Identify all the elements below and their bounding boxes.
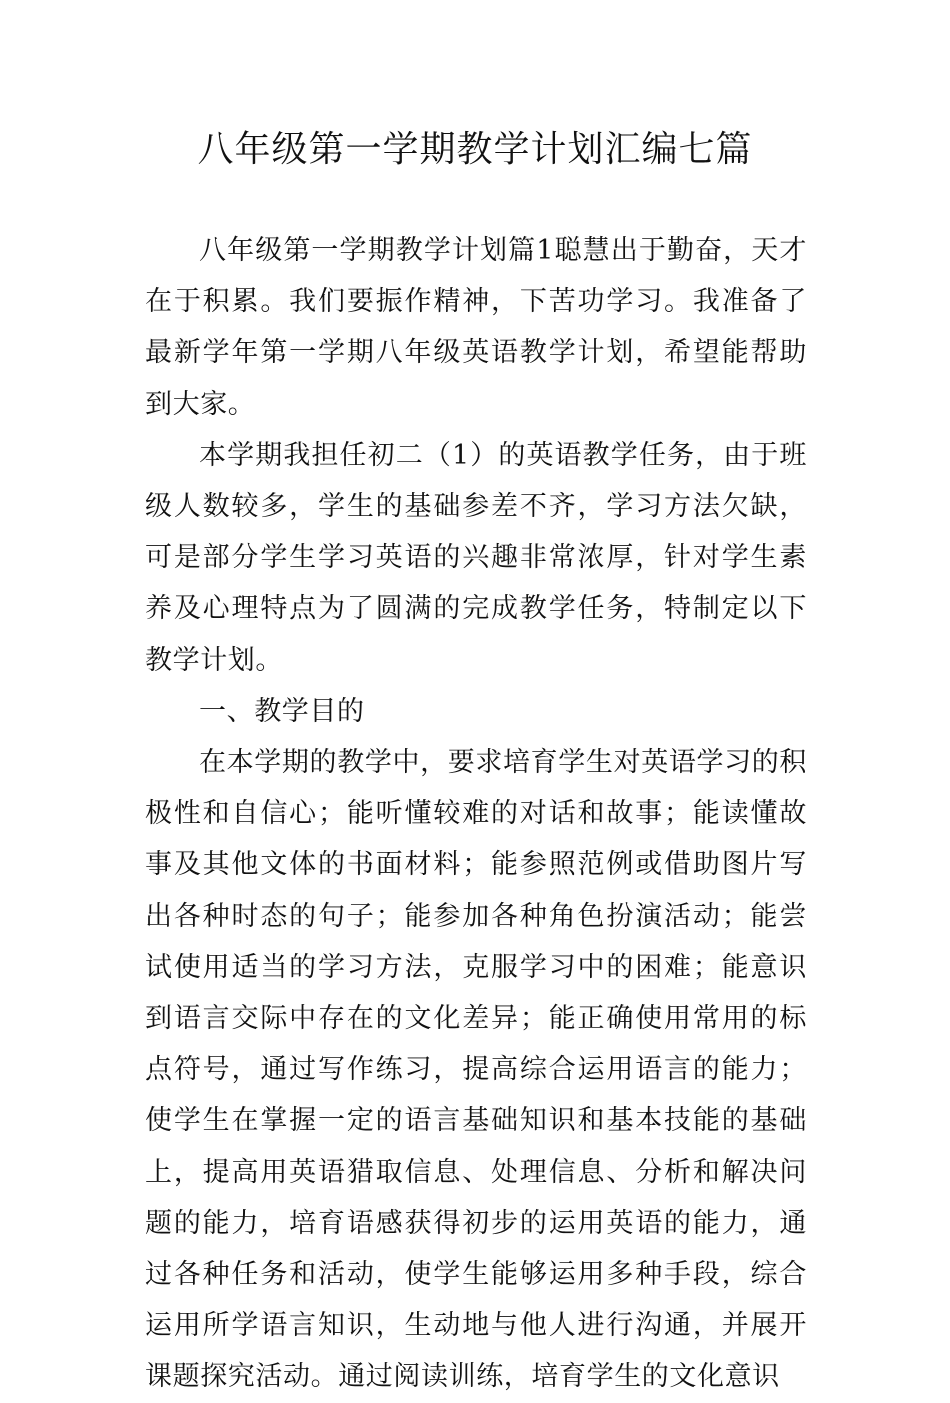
paragraph-teaching-goals: 在本学期的教学中，要求培育学生对英语学习的积极性和自信心；能听懂较难的对话和故事；能读懂故事及其他文体的书面材料；能参照范例或借助图片写出各种时态的句子；能参加各种角色扮演活动；能尝试使用适当的学习方法，克服学习中的困难；能意识到语言交际中存在的文化差异；能正确使用常用的标点符号，通过写作练习，提高综合运用语言的能力；使学生在掌握一定的语言基础知识和基本技能的基础上，提高用英语猎取信息、处理信息、分析和解决问题的能力，培育语感获得初步的运用英语的能力，通过各种任务和活动，使学生能够运用多种手段，综合运用所学语言知识，生动地与他人进行沟通，并展开课题探究活动。通过阅读训练，培育学生的文化意识 bbox=[145, 747, 807, 1393]
document-body bbox=[145, 225, 807, 1403]
paragraph-intro: 八年级第一学期教学计划篇1聪慧出于勤奋，天才在于积累。我们要振作精神，下苦功学习。我准备了最新学年第一学期八年级英语教学计划，希望能帮助到大家。 bbox=[145, 235, 807, 420]
document-title: 八年级第一学期教学计划汇编七篇 bbox=[197, 129, 753, 170]
section-heading-teaching-goals: 一、教学目的 bbox=[199, 695, 365, 727]
paragraph-class-situation: 本学期我担任初二（1）的英语教学任务，由于班级人数较多，学生的基础参差不齐，学习方法欠缺，可是部分学生学习英语的兴趣非常浓厚，针对学生素养及心理特点为了圆满的完成教学任务，特制定以下教学计划。 bbox=[145, 439, 807, 676]
